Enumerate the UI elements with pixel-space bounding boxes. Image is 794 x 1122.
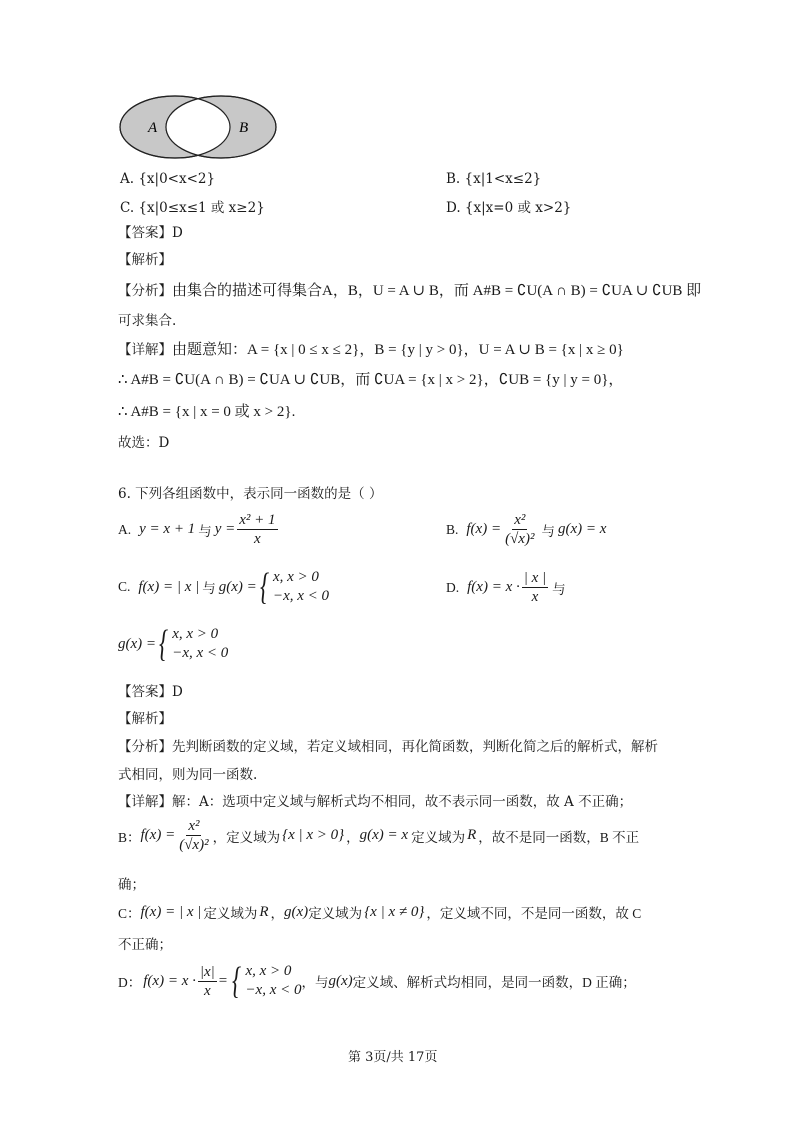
q6-option-d-cont [118, 625, 228, 663]
option-prefix: D. [446, 579, 460, 595]
q5-answer [118, 221, 183, 241]
detail-prefix: D： [118, 975, 142, 990]
denominator: x [531, 589, 539, 605]
fraction [522, 570, 548, 605]
set-r: R [467, 827, 477, 843]
q6-option-b [446, 512, 606, 547]
denominator: (√x)² [179, 837, 209, 853]
q5-fenxi-line2: 可求集合. [118, 313, 177, 329]
piecewise [229, 962, 301, 1000]
text: ， [270, 906, 285, 921]
q6-answer [118, 680, 183, 700]
q5-fenxi-line1 [118, 279, 701, 300]
expr: g(x) = [218, 578, 257, 595]
option-prefix: C. [118, 579, 131, 594]
piecewise [156, 625, 228, 663]
with-text: 与 [541, 523, 555, 539]
denominator: (√x)² [505, 531, 535, 547]
numerator: x² [514, 512, 526, 528]
text: 定义域为 [308, 906, 363, 921]
venn-label-b: B [239, 120, 249, 136]
q6-detail-b [118, 818, 639, 853]
fenxi-tag: 【分析】 [118, 739, 172, 755]
q5-xiangjie-line1 [118, 338, 624, 359]
q5-line3: ∴ A#B = {x | x = 0 或 x > 2}. [118, 404, 296, 420]
fenxi-text: 由集合的描述可得集合A，B，U = A ∪ B，而 A#B = ∁U(A ∩ B) = ∁UA ∪ ∁UB 即 [172, 283, 702, 299]
q6-option-c [118, 568, 329, 606]
q5-choose: 故选：D [118, 435, 170, 451]
expr: f(x) = [140, 827, 176, 843]
option-prefix: B. [446, 521, 459, 537]
brace-icon: { [259, 566, 269, 608]
answer-value: D [172, 225, 183, 241]
xiangjie-tag: 【详解】 [118, 794, 172, 810]
set-r: R [259, 903, 269, 920]
text: 定义域为 [203, 906, 258, 921]
expr: g(x) = x [557, 521, 607, 537]
text: ，故不是同一函数，B 不正 [478, 829, 640, 845]
q6-detail-c-cont: 不正确； [118, 937, 172, 953]
q6-detail-d [118, 962, 636, 1000]
q6-xiangjie-a [118, 790, 632, 810]
numerator: | x | [523, 570, 547, 586]
with-text: 与 [198, 523, 212, 539]
q5-option-b: B. {x|1<x≤2} [446, 171, 542, 187]
set: {x | x ≠ 0} [364, 903, 425, 920]
fraction [503, 512, 536, 547]
text: ，定义域不同，不是同一函数，故 C [426, 906, 642, 921]
expr: f(x) = x · [143, 972, 196, 989]
q5-option-c: C. {x|0≤x≤1 或 x≥2} [120, 200, 265, 216]
denominator: x [203, 982, 211, 999]
set: {x | x > 0} [282, 827, 345, 843]
expr: f(x) = [466, 521, 502, 537]
page-footer: 第 3页/共 17页 [348, 1050, 438, 1065]
q5-option-d: D. {x|x=0 或 x>2} [446, 200, 572, 216]
with-text: 与 [552, 581, 566, 597]
text: 定义域、解析式均相同，是同一函数，D 正确； [352, 975, 636, 990]
answer-value: D [172, 684, 183, 700]
xiangjie-tag: 【详解】 [118, 342, 172, 358]
case-1: x, x > 0 [245, 963, 292, 979]
venn-label-a: A [148, 120, 158, 136]
piecewise [257, 568, 329, 606]
numerator: x² + 1 [239, 512, 276, 528]
expr: g(x) = x [359, 827, 409, 843]
expr: g(x) [284, 903, 309, 920]
fraction [177, 818, 210, 853]
denominator: x [254, 531, 261, 547]
q6-fenxi-line1 [118, 735, 658, 755]
fenxi-text: 先判断函数的定义域，若定义域相同，再化简函数，判断化简之后的解析式，解析 [172, 739, 658, 755]
numerator: x² [188, 818, 200, 834]
fraction [198, 964, 217, 999]
q6-detail-c [118, 902, 641, 922]
q6-option-a [118, 512, 280, 547]
q6-option-d [446, 570, 566, 605]
expr: y = x + 1 [139, 521, 196, 537]
case-2: −x, x < 0 [172, 645, 229, 661]
text: 定义域为 [411, 829, 466, 845]
answer-tag: 【答案】 [118, 684, 172, 700]
brace-icon: { [159, 623, 169, 665]
case-1: x, x > 0 [172, 626, 219, 642]
with-text: 与 [202, 581, 216, 596]
venn-diagram [118, 94, 278, 164]
xiangjie-text: 由题意知：A = {x | 0 ≤ x ≤ 2}，B = {y | y > 0}，U = A ∪ B = {x | x ≥ 0} [172, 342, 624, 358]
case-2: −x, x < 0 [245, 982, 302, 998]
expr: f(x) = x · [467, 579, 520, 595]
q5-option-a: A. {x|0<x<2} [120, 171, 216, 187]
expr: g(x) = [118, 635, 157, 652]
text: ， [346, 829, 360, 845]
q6-analysis-tag: 【解析】 [118, 711, 172, 727]
answer-tag: 【答案】 [118, 225, 172, 241]
case-2: −x, x < 0 [272, 588, 330, 604]
detail-prefix: B： [118, 829, 141, 845]
xiangjie-text: 解：A：选项中定义域与解析式均不相同，故不表示同一函数，故 A 不正确； [172, 794, 633, 810]
equals: = [218, 972, 228, 989]
expr: g(x) [328, 972, 353, 989]
option-prefix: A. [118, 521, 132, 537]
expr: y = [214, 521, 236, 537]
text: ，与 [301, 975, 329, 990]
q6-question: 6. 下列各组函数中，表示同一函数的是（ ） [118, 486, 383, 502]
q5-line2: ∴ A#B = ∁U(A ∩ B) = ∁UA ∪ ∁UB，而 ∁UA = {x | x > 2}，∁UB = {y | y = 0}， [118, 372, 624, 388]
fenxi-tag: 【分析】 [118, 283, 172, 299]
q6-detail-b-cont: 确； [118, 877, 145, 893]
q6-fenxi-line2: 式相同，则为同一函数. [118, 767, 258, 783]
case-1: x, x > 0 [272, 569, 319, 585]
fraction [237, 512, 277, 547]
expr: f(x) = | x | [138, 578, 200, 595]
numerator: |x| [199, 963, 215, 980]
text: ，定义域为 [212, 829, 281, 845]
expr: f(x) = | x | [140, 903, 202, 920]
q5-analysis-tag: 【解析】 [118, 252, 172, 268]
brace-icon: { [232, 960, 242, 1002]
detail-prefix: C： [118, 906, 141, 921]
